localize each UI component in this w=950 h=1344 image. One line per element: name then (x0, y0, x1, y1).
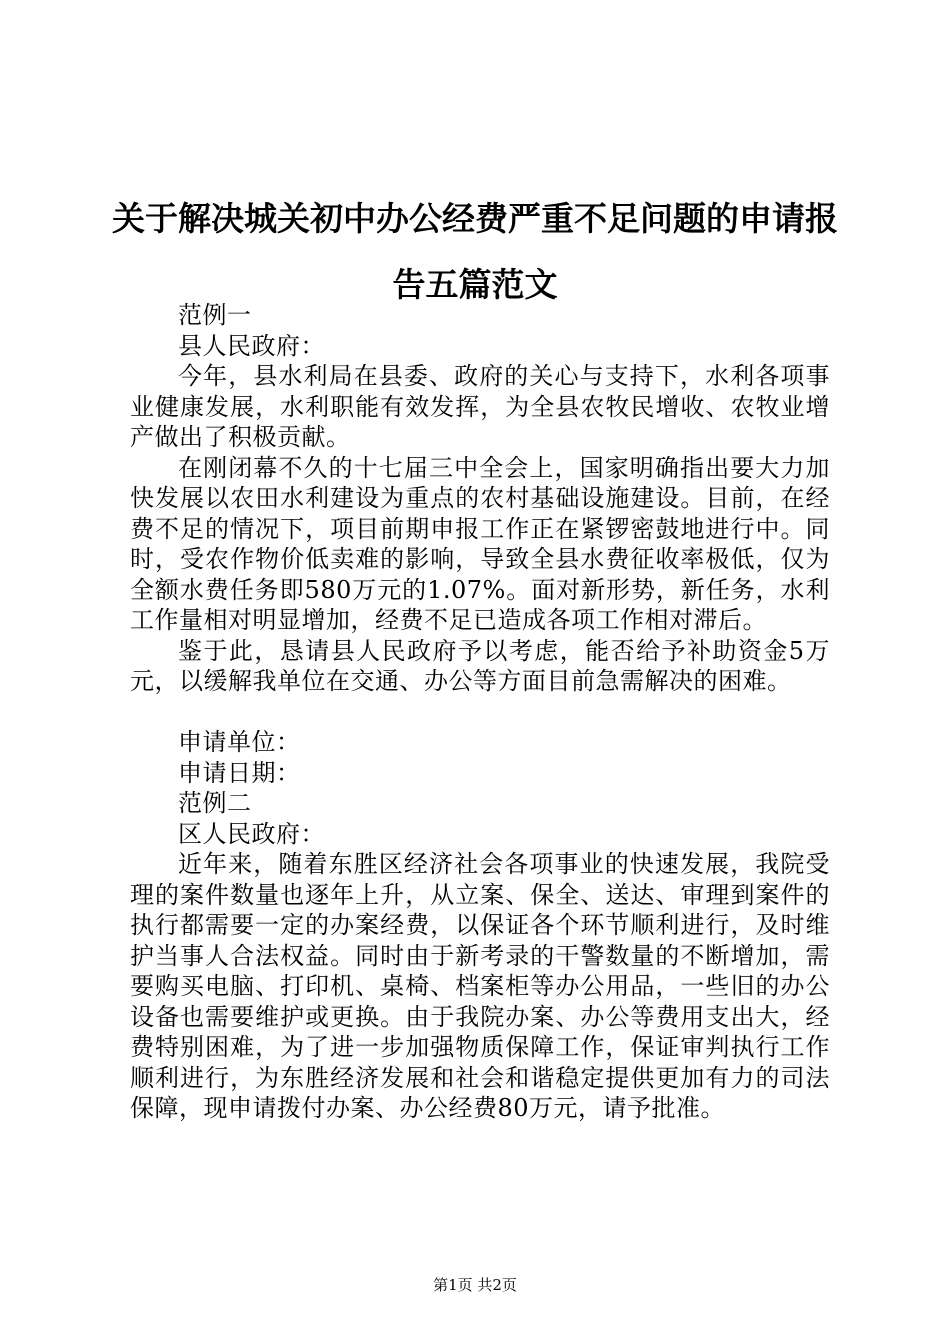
paragraph-application-date: 申请日期： (178, 758, 301, 787)
paragraph: 近年来，随着东胜区经济社会各项事业的快速发展，我院受理的案件数量也逐年上升，从立案、保全、送达、审理到案件的执行都需要一定的办案经费，以保证各个环节顺利进行，及时维护当事人合法权益。同时由于新考录的干警数量的不断增加，需要购买电脑、打印机、桌椅、档案柜等办公用品，一些旧的办公设备也需要维护或更换。由于我院办案、办公等费用支出大，经费特别困难，为了进一步加强物质保障工作，保证审判执行工作顺利进行，为东胜经济发展和社会和谐稳定提供更加有力的司法保障，现申请拨付办案、办公经费80万元，请予批准。 (130, 850, 830, 1122)
paragraph: 今年，县水利局在县委、政府的关心与支持下，水利各项事业健康发展，水利职能有效发挥，为全县农牧民增收、农牧业增产做出了积极贡献。 (130, 362, 830, 451)
page-footer: 第1页 共2页 (433, 1276, 517, 1294)
document-body (130, 300, 830, 1124)
paragraph-applicant-unit: 申请单位： (178, 728, 301, 756)
paragraph-salutation-1: 县人民政府： (178, 331, 325, 360)
paragraph-salutation-2: 区人民政府： (178, 819, 325, 848)
paragraph-example-1-heading: 范例一 (178, 301, 252, 329)
document-title: 关于解决城关初中办公经费严重不足问题的申请报告五篇范文 (112, 199, 838, 304)
paragraph: 在刚闭幕不久的十七届三中全会上，国家明确指出要大力加快发展以农田水利建设为重点的农村基础设施建设。目前，在经费不足的情况下，项目前期申报工作正在紧锣密鼓地进行中。同时，受农作物价低卖难的影响，导致全县水费征收率极低，仅为全额水费任务即580万元的1.07%。面对新形势，新任务，水利工作量相对明显增加，经费不足已造成各项工作相对滞后。 (130, 453, 830, 634)
blank-line (130, 697, 830, 728)
paragraph: 鉴于此，恳请县人民政府予以考虑，能否给予补助资金5万元，以缓解我单位在交通、办公等方面目前急需解决的困难。 (130, 636, 830, 695)
paragraph-example-2-heading: 范例二 (178, 789, 252, 817)
